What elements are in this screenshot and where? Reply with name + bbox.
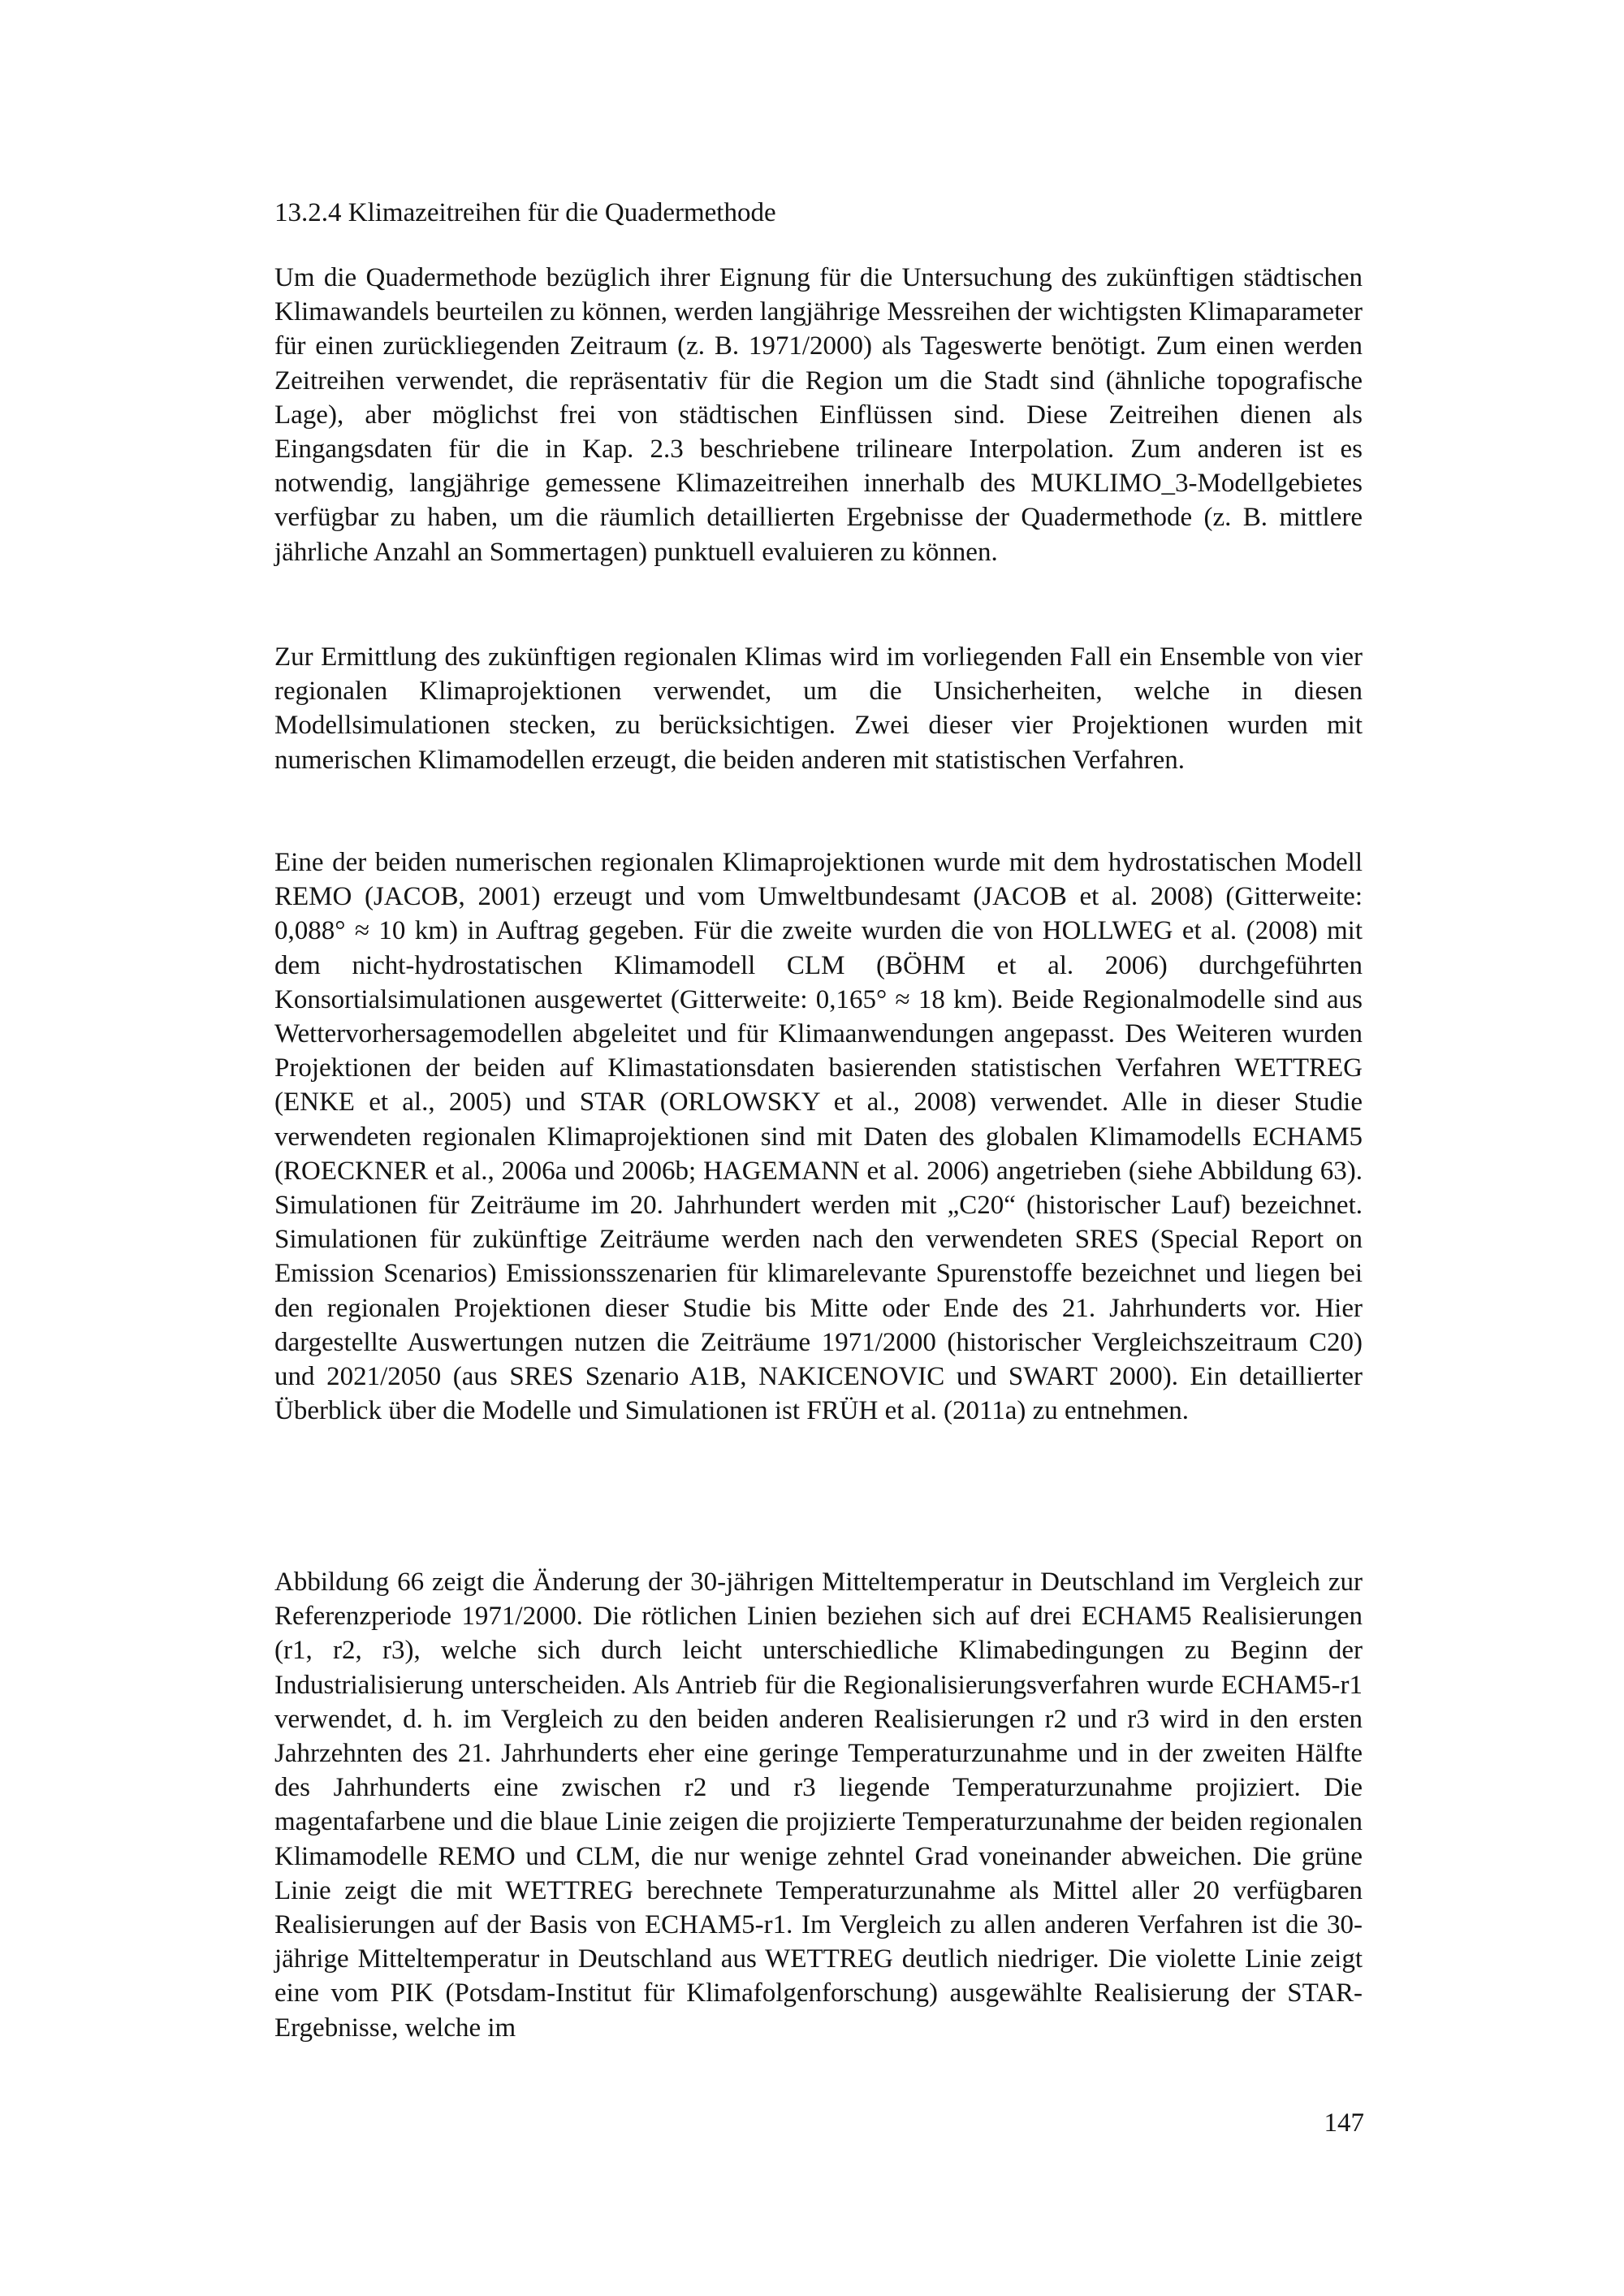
section-heading: 13.2.4 Klimazeitreihen für die Quadermethode [274,198,776,227]
paragraph-model-description: Eine der beiden numerischen regionalen Klimaprojektionen wurde mit dem hydrostatischen Modell REMO (JACOB, 2001) erzeugt und vom Umweltbundesamt (JACOB et al. 2008) (Gitterweite: 0,088° ≈ 10 km) in Auftrag gegeben. Für die zweite wurden die von HOLLWEG et al. (2008) mit dem nicht-hydrostatischen Klimamodell CLM (BÖHM et al. 2006) durchgeführten Konsortialsimulationen ausgewertet (Gitterweite: 0,165° ≈ 18 km). Beide Regionalmodelle sind aus Wettervorhersagemodellen abgeleitet und für Klimaanwendungen angepasst. Des Weiteren wurden Projektionen der beiden auf Klimastationsdaten basierenden statistischen Verfahren WETTREG (ENKE et al., 2005) und STAR (ORLOWSKY et al., 2008) verwendet. Alle in dieser Studie verwendeten regionalen Klimaprojektionen sind mit Daten des globalen Klimamodells ECHAM5 (ROECKNER et al., 2006a und 2006b; HAGEMANN et al. 2006) angetrieben (siehe Abbildung 63). Simulationen für Zeiträume im 20. Jahrhundert werden mit „C20“ (historischer Lauf) bezeichnet. Simulationen für zukünftige Zeiträume werden nach den verwendeten SRES (Special Report on Emission Scenarios) Emissionsszenarien für klimarelevante Spurenstoffe bezeichnet und liegen bei den regionalen Projektionen dieser Studie bis Mitte oder Ende des 21. Jahrhunderts vor. Hier dargestellte Auswertungen nutzen die Zeiträume 1971/2000 (historischer Vergleichszeitraum C20) und 2021/2050 (aus SRES Szenario A1B, NAKICENOVIC und SWART 2000). Ein detaillierter Überblick über die Modelle und Simulationen ist FRÜH et al. (2011a) zu entnehmen. [274,848,1363,1426]
page-number: 147 [1324,2108,1364,2138]
paragraph-temperature-change: Abbildung 66 zeigt die Änderung der 30-jährigen Mitteltemperatur in Deutschland im Vergleich zur Referenzperiode 1971/2000. Die rötlichen Linien beziehen sich auf drei ECHAM5 Realisierungen (r1, r2, r3), welche sich durch leicht unterschiedliche Klimabedingungen zu Beginn der Industrialisierung unterscheiden. Als Antrieb für die Regionalisierungsverfahren wurde ECHAM5-r1 verwendet, d. h. im Vergleich zu den beiden anderen Realisierungen r2 und r3 wird in den ersten Jahrzehnten des 21. Jahrhunderts eher eine geringe Temperaturzunahme und in der zweiten Hälfte des Jahrhunderts eine zwischen r2 und r3 liegende Temperaturzunahme projiziert. Die magentafarbene und die blaue Linie zeigen die projizierte Temperaturzunahme der beiden regionalen Klimamodelle REMO und CLM, die nur wenige zehntel Grad voneinander abweichen. Die grüne Linie zeigt die mit WETTREG berechnete Temperaturzunahme als Mittel aller 20 verfügbaren Realisierungen auf der Basis von ECHAM5-r1. Im Vergleich zu allen anderen Verfahren ist die 30-jährige Mitteltemperatur in Deutschland aus WETTREG deutlich niedriger. Die violette Linie zeigt eine vom PIK (Potsdam-Institut für Klimafolgenforschung) ausgewählte Realisierung der STAR-Ergebnisse, welche im [274,1567,1363,2043]
paragraph-regional-ensemble: Zur Ermittlung des zukünftigen regionalen Klimas wird im vorliegenden Fall ein Ensemble von vier regionalen Klimaprojektionen verwendet, um die Unsicherheiten, welche in diesen Modellsimulationen stecken, zu berücksichtigen. Zwei dieser vier Projektionen wurden mit numerischen Klimamodellen erzeugt, die beiden anderen mit statistischen Verfahren. [274,642,1363,775]
paragraph-climate-time-series: Um die Quadermethode bezüglich ihrer Eignung für die Untersuchung des zukünftigen städtischen Klimawandels beurteilen zu können, werden langjährige Messreihen der wichtigsten Klimaparameter für einen zurückliegenden Zeitraum (z. B. 1971/2000) als Tageswerte benötigt. Zum einen werden Zeitreihen verwendet, die repräsentativ für die Region um die Stadt sind (ähnliche topografische Lage), aber möglichst frei von städtischen Einflüssen sind. Diese Zeitreihen dienen als Eingangsdaten für die in Kap. 2.3 beschriebene trilineare Interpolation. Zum anderen ist es notwendig, langjährige gemessene Klimazeitreihen innerhalb des MUKLIMO_3-Modellgebietes verfügbar zu haben, um die räumlich detaillierten Ergebnisse der Quadermethode (z. B. mittlere jährliche Anzahl an Sommertagen) punktuell evaluieren zu können. [274,263,1363,567]
